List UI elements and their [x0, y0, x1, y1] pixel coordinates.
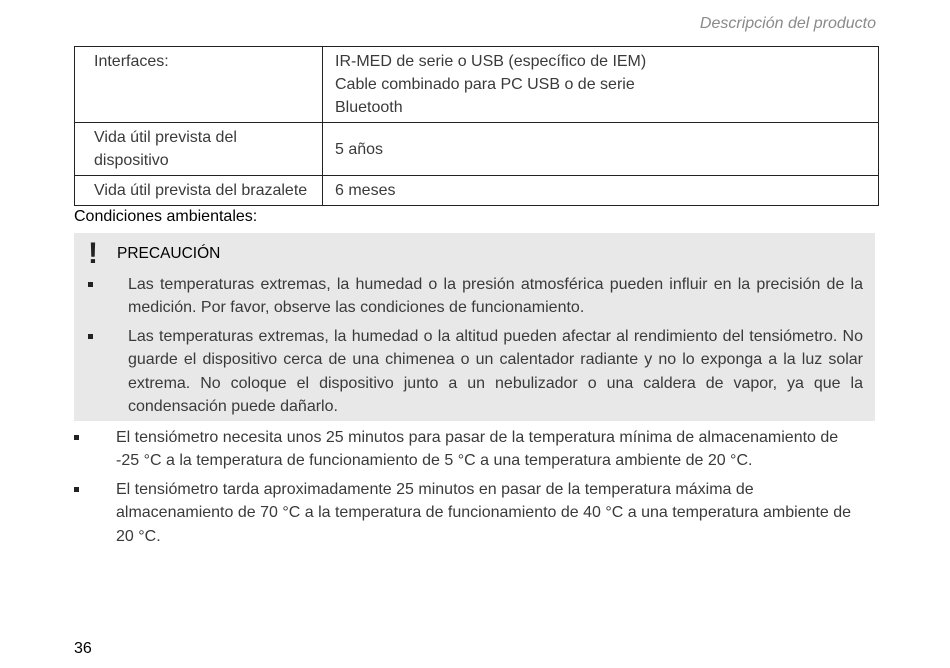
list-item-text: Las temperaturas extremas, la humedad o la altitud pueden afectar al rendimiento del tensiómetro. No guarde el dispositivo cerca de una chimenea o un calentador radiante y no lo exponga a la luz solar extrema. No coloque el dispositivo junto a un nebulizador o una caldera de vapor, ya que la condensación puede dañarlo.: [128, 327, 863, 416]
row-label-cuff-lifetime: Vida útil prevista del brazalete: [75, 176, 323, 206]
exclamation-icon: !: [88, 237, 98, 270]
bullet-icon: [88, 282, 93, 287]
row-value-interfaces: [323, 47, 879, 123]
label-line: Vida útil prevista del: [94, 129, 237, 146]
bullet-icon: [74, 435, 79, 440]
interface-option: Bluetooth: [335, 99, 403, 116]
caution-list: [88, 273, 863, 423]
section-title: Condiciones ambientales:: [74, 208, 258, 225]
row-label-device-lifetime: [75, 123, 323, 176]
table-row: [75, 176, 879, 206]
bullet-icon: [74, 487, 79, 492]
interface-option: Cable combinado para PC USB o de serie: [335, 76, 635, 93]
list-item-text: El tensiómetro tarda aproximadamente 25 minutos en pasar de la temperatura máxima de almacenamiento de 70 °C a la temperatura de funcionamiento de 40 °C a una temperatura ambiente de 20 °C.: [116, 480, 852, 545]
list-item: [88, 273, 863, 320]
row-label-interfaces: Interfaces:: [75, 47, 323, 123]
row-value-cuff-lifetime: 6 meses: [323, 176, 879, 206]
table-row: [75, 47, 879, 123]
running-header: Descripción del producto: [699, 15, 876, 32]
bullet-icon: [88, 334, 93, 339]
caution-box: [74, 233, 875, 421]
label-line: dispositivo: [94, 152, 169, 169]
notes-list-container: [74, 426, 854, 553]
row-value-device-lifetime: 5 años: [323, 123, 879, 176]
caution-title: PRECAUCIÓN: [117, 245, 221, 262]
table-row: [75, 123, 879, 176]
list-item: [88, 325, 863, 419]
list-item: [74, 478, 854, 548]
list-item: [74, 426, 854, 473]
caution-header: [88, 239, 220, 269]
list-item-text: El tensiómetro necesita unos 25 minutos para pasar de la temperatura mínima de almacenamiento de -25 °C a la temperatura de funcionamiento de 5 °C a una temperatura ambiente de 20 °C.: [116, 429, 839, 470]
specifications-table: [74, 46, 879, 206]
notes-list: [74, 426, 854, 548]
page-number: 36: [74, 640, 92, 657]
interface-option: IR-MED de serie o USB (específico de IEM): [335, 53, 647, 70]
list-item-text: Las temperaturas extremas, la humedad o la presión atmosférica pueden influir en la precisión de la medición. Por favor, observe las condiciones de funcionamiento.: [128, 276, 863, 317]
